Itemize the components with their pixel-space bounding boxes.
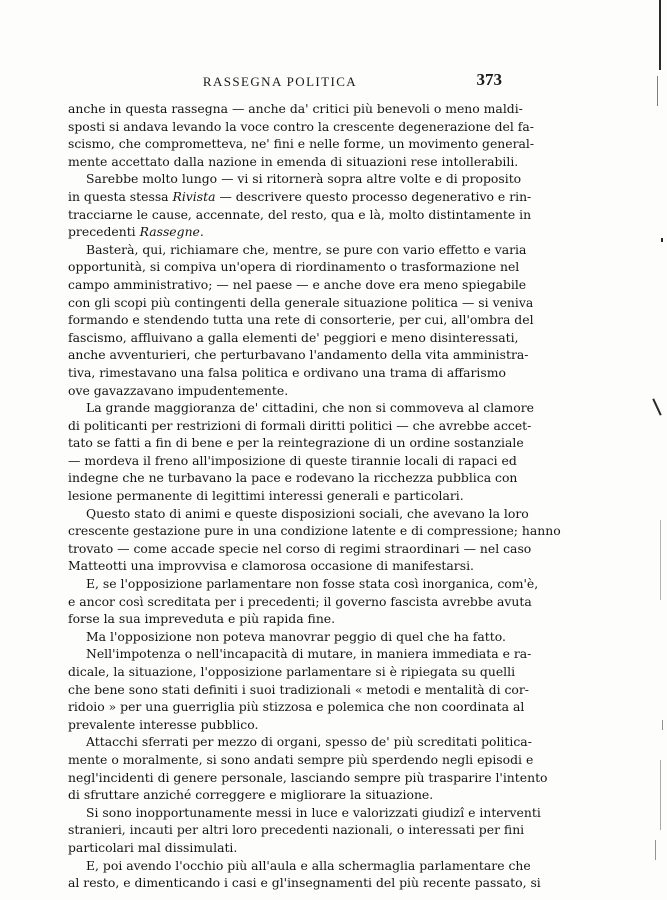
text-line: scismo, che comprometteva, ne' fini e nelle forme, un movimento general- [68,136,535,152]
text-line: Nell'impotenza o nell'incapacità di mutare, in maniera immediata e ra- [86,646,532,662]
text-line: formando e stendendo tutta una rete di consorterie, per cui, all'ombra del [68,312,534,328]
text-line: crescente gestazione pure in una condizione latente e di compressione; hanno [68,523,561,539]
scan-edge-artifacts [627,0,667,900]
text-line: E, se l'opposizione parlamentare non fosse stata così inorganica, com'è, [86,576,539,592]
text-line: trovato — come accade specie nel corso di regimi straordinari — nel caso [68,540,532,556]
running-title: RASSEGNA POLITICA [202,74,358,89]
text-line: sposti si andava levando la voce contro la crescente degenerazione del fa- [68,118,534,134]
text-line: opportunità, si compiva un'opera di riordinamento o trasformazione nel [68,259,520,275]
text-line: tracciarne le cause, accennate, del resto, qua e là, molto distintamente in [68,206,532,222]
body-text [68,100,561,892]
text-line: al resto, e dimenticando i casi e gl'insegnamenti del più recente passato, si [68,875,541,891]
text-line: indegne che ne turbavano la pace e rodevano la ricchezza pubblica con [68,470,518,486]
text-line: di politicanti per restrizioni di formali diritti politici — che avrebbe accet- [68,417,532,433]
text-line: e ancor così screditata per i precedenti; il governo fascista avrebbe avuta [68,593,532,609]
text-line: mente accettato dalla nazione in emenda di situazioni rese intollerabili. [68,153,519,169]
text-line: Sarebbe molto lungo — vi si ritornerà sopra altre volte e di proposito [86,171,522,187]
text-line: lesione permanente di legittimi interessi generali e particolari. [68,488,464,504]
text-line: Matteotti una improvvisa e clamorosa occasione di manifestarsi. [68,558,474,574]
text-line: precedenti Rassegne. [68,224,204,240]
text-line: ove gavazzavano impudentemente. [68,382,289,398]
text-line: — mordeva il freno all'imposizione di queste tirannie locali di rapaci ed [68,452,517,468]
text-line: Attacchi sferrati per mezzo di organi, spesso de' più screditati politica- [86,734,532,750]
text-line: tato se fatti a fin di bene e per la reintegrazione di un ordine sostanziale [68,435,524,451]
text-line: in questa stessa Rivista — descrivere questo processo degenerativo e rin- [68,188,532,204]
text-line: Questo stato di animi e queste disposizioni sociali, che avevano la loro [86,505,529,521]
text-line: Basterà, qui, richiamare che, mentre, se pure con vario effetto e varia [86,241,527,257]
text-line: ridoio » per una guerriglia più stizzosa e polemica che non coordinata al [68,699,525,715]
text-line: prevalente interesse pubblico. [68,716,259,732]
text-line: campo amministrativo; — nel paese — e anche dove era meno spiegabile [68,276,527,292]
text-line: Ma l'opposizione non poteva manovrar peggio di quel che ha fatto. [86,628,506,644]
text-line: anche in questa rassegna — anche da' critici più benevoli o meno maldi- [68,101,523,116]
page-header [60,70,502,92]
text-line: mente o moralmente, si sono andati sempre più sperdendo negli episodi e [68,751,534,767]
text-line: particolari mal dissimulati. [68,839,238,855]
text-line: stranieri, incauti per altri loro precedenti nazionali, o interessati per fini [68,822,525,838]
text-line: negl'incidenti di genere personale, lasciando sempre più trasparire l'intento [68,769,548,785]
text-line: tiva, rimestavano una falsa politica e ordivano una trama di affarismo [68,364,506,380]
text-line: anche avventurieri, che perturbavano l'andamento della vita amministra- [68,347,529,363]
text-line: fascismo, affluivano a galla elementi de' peggiori e meno disinteressati, [68,329,519,345]
text-line: Si sono inopportunamente messi in luce e valorizzati giudizî e interventi [86,804,541,820]
text-line: dicale, la situazione, l'opposizione parlamentare si è ripiegata su quelli [68,664,516,679]
text-line: di sfruttare anziché correggere e migliorare la situazione. [68,787,434,803]
text-line: La grande maggioranza de' cittadini, che non si commoveva al clamore [86,400,534,416]
page-number: 373 [476,70,502,89]
text-line: che bene sono stati definiti i suoi tradizionali « metodi e mentalità di cor- [68,681,529,697]
text-line: con gli scopi più contingenti della generale situazione politica — si veniva [68,294,534,310]
text-line: forse la sua impreveduta e più rapida fine. [68,611,336,627]
text-line: E, poi avendo l'occhio più all'aula e alla schermaglia parlamentare che [86,857,531,873]
